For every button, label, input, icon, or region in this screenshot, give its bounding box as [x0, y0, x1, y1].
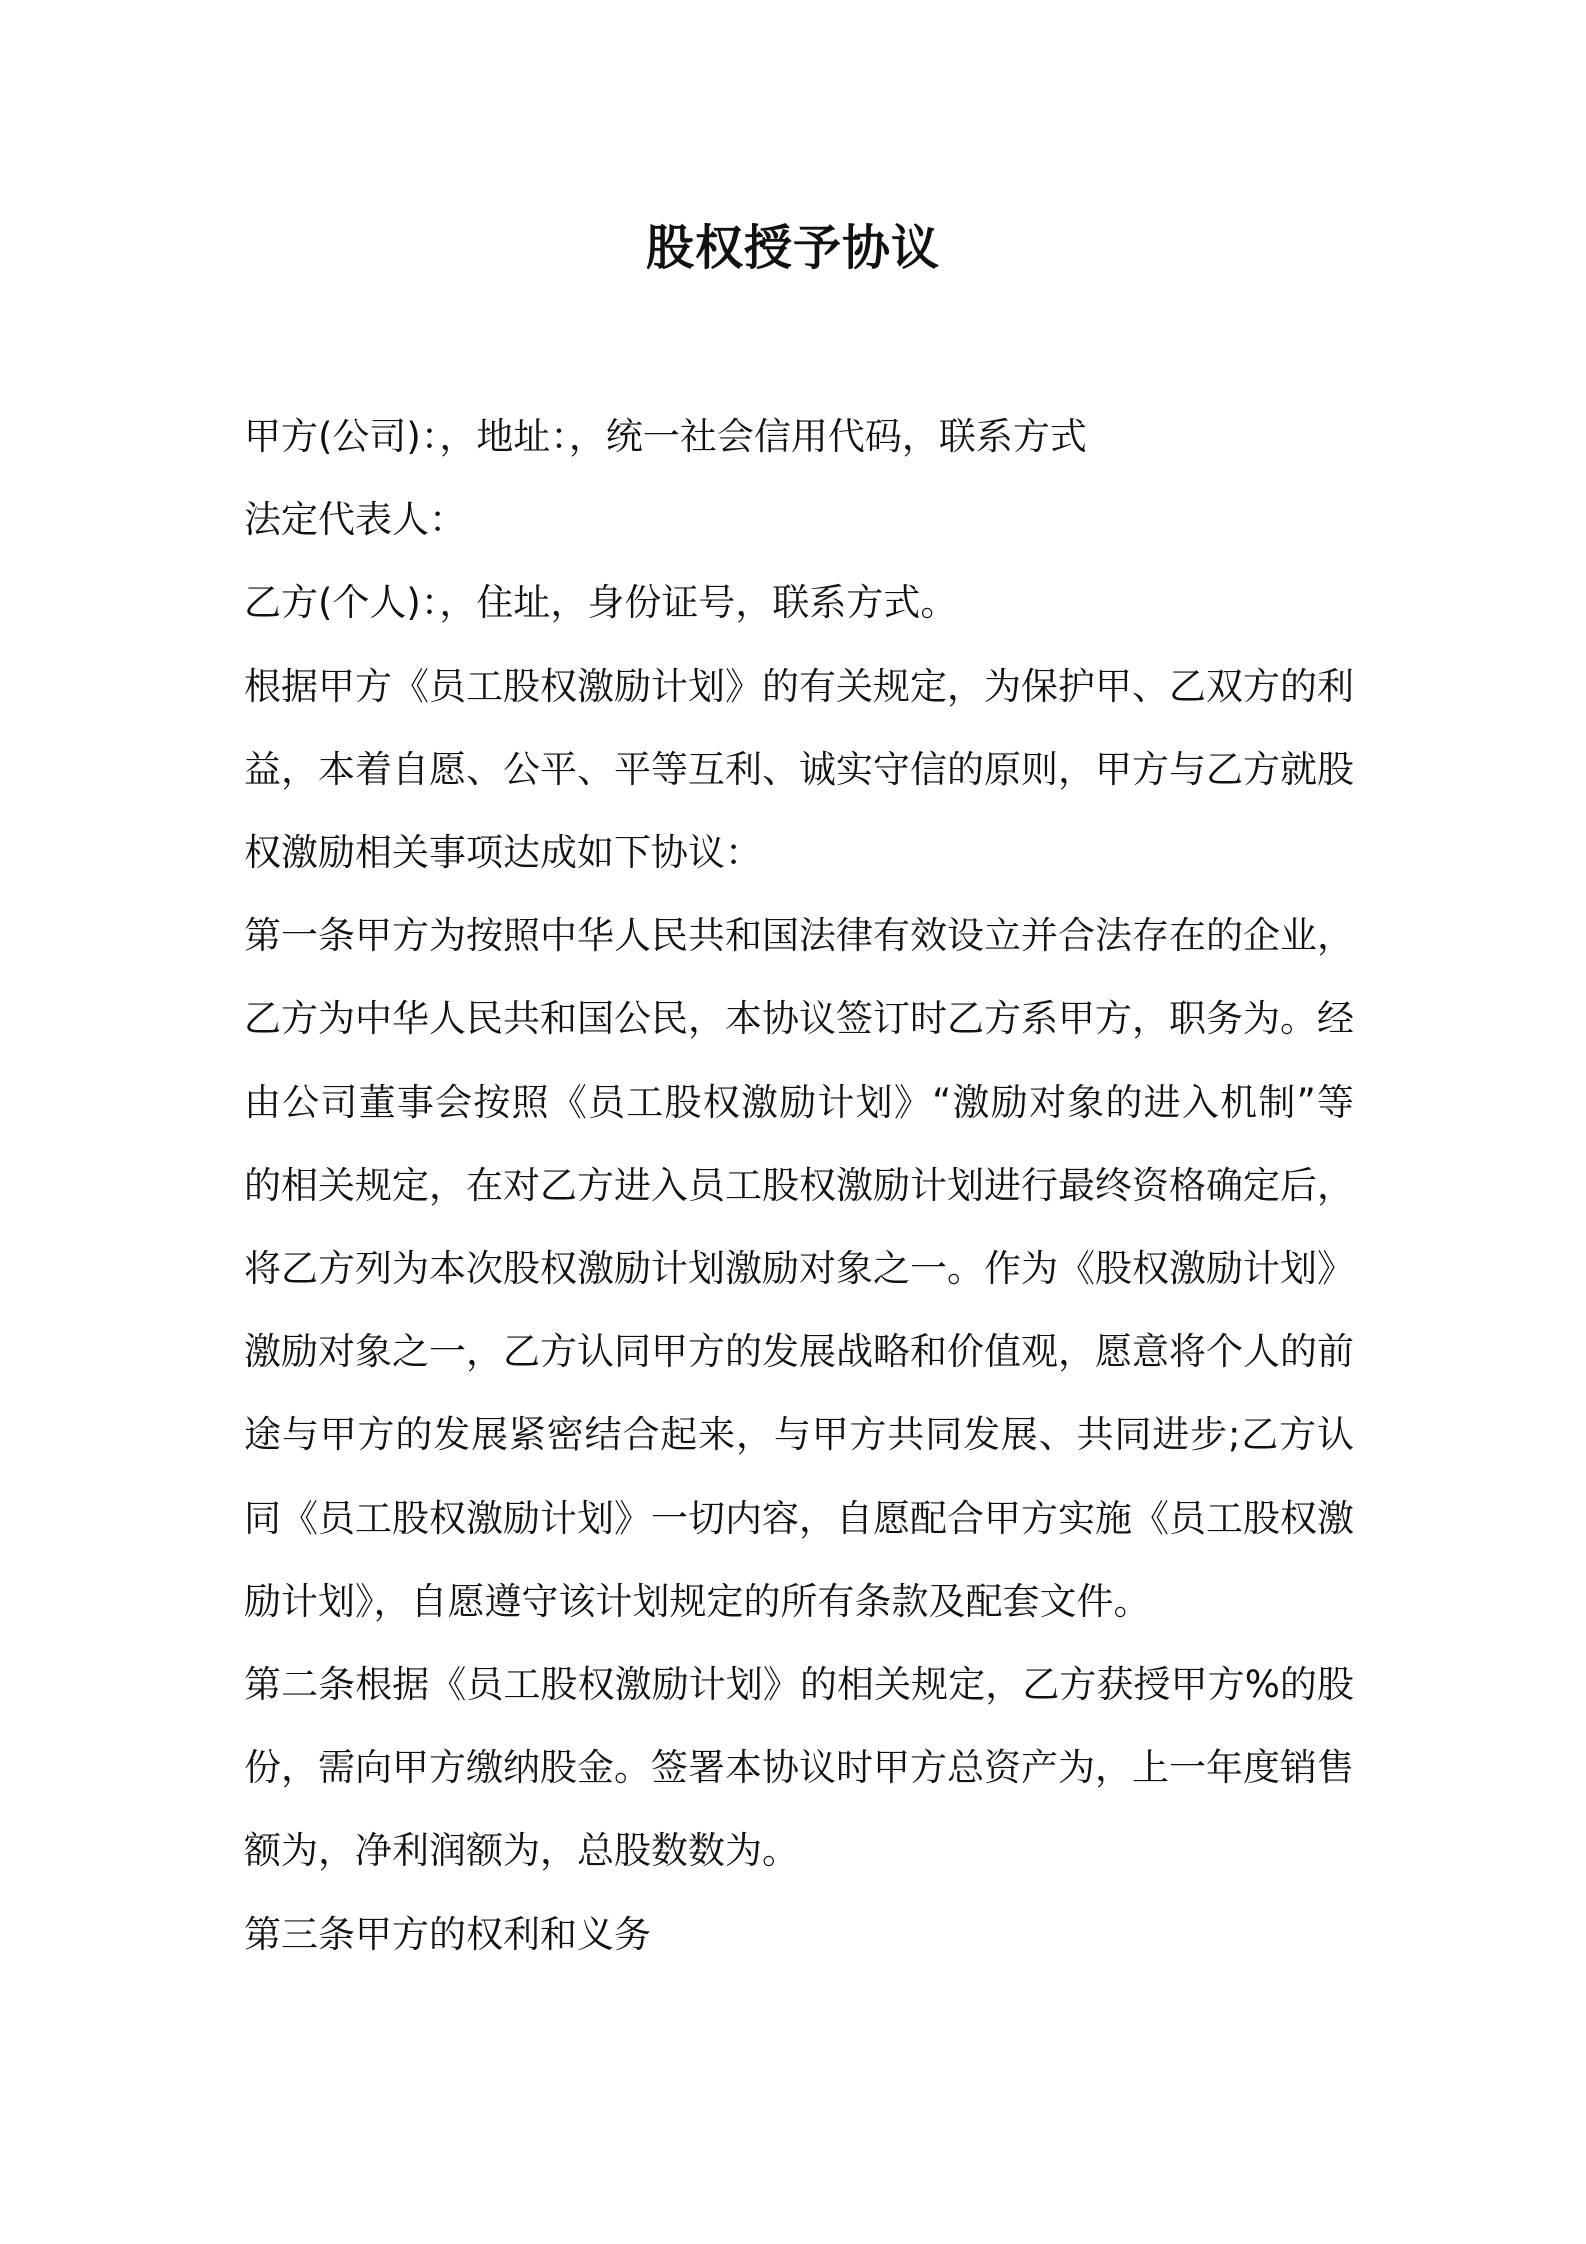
party-a-info: 甲方(公司)：，地址：，统一社会信用代码，联系方式 — [244, 415, 1087, 458]
document-body — [244, 395, 1354, 1976]
article-1-paragraph: 第一条甲方为按照中华人民共和国法律有效设立并合法存在的企业，乙方为中华人民共和国公民，本协议签订时乙方系甲方，职务为。经由公司董事会按照《员工股权激励计划》“激励对象的进入机制”等的相关规定，在对乙方进入员工股权激励计划进行最终资格确定后，将乙方列为本次股权激励计划激励对象之一。作为《股权激励计划》激励对象之一，乙方认同甲方的发展战略和价值观，愿意将个人的前途与甲方的发展紧密结合起来，与甲方共同发展、共同进步;乙方认同《员工股权激励计划》一切内容，自愿配合甲方实施《员工股权激励计划》，自愿遵守该计划规定的所有条款及配套文件。 — [244, 914, 1354, 1623]
document-title: 股权授予协议 — [645, 220, 940, 276]
article-3-heading: 第三条甲方的权利和义务 — [244, 1912, 651, 1956]
party-b-info: 乙方(个人)：，住址，身份证号，联系方式。 — [244, 581, 958, 625]
preamble-paragraph: 根据甲方《员工股权激励计划》的有关规定，为保护甲、乙双方的利益，本着自愿、公平、平等互利、诚实守信的原则，甲方与乙方就股权激励相关事项达成如下协议： — [244, 664, 1354, 875]
article-2-paragraph: 第二条根据《员工股权激励计划》的相关规定，乙方获授甲方%的股份，需向甲方缴纳股金。签署本协议时甲方总资产为，上一年度销售额为，净利润额为，总股数数为。 — [244, 1663, 1354, 1873]
legal-representative: 法定代表人： — [244, 498, 466, 542]
